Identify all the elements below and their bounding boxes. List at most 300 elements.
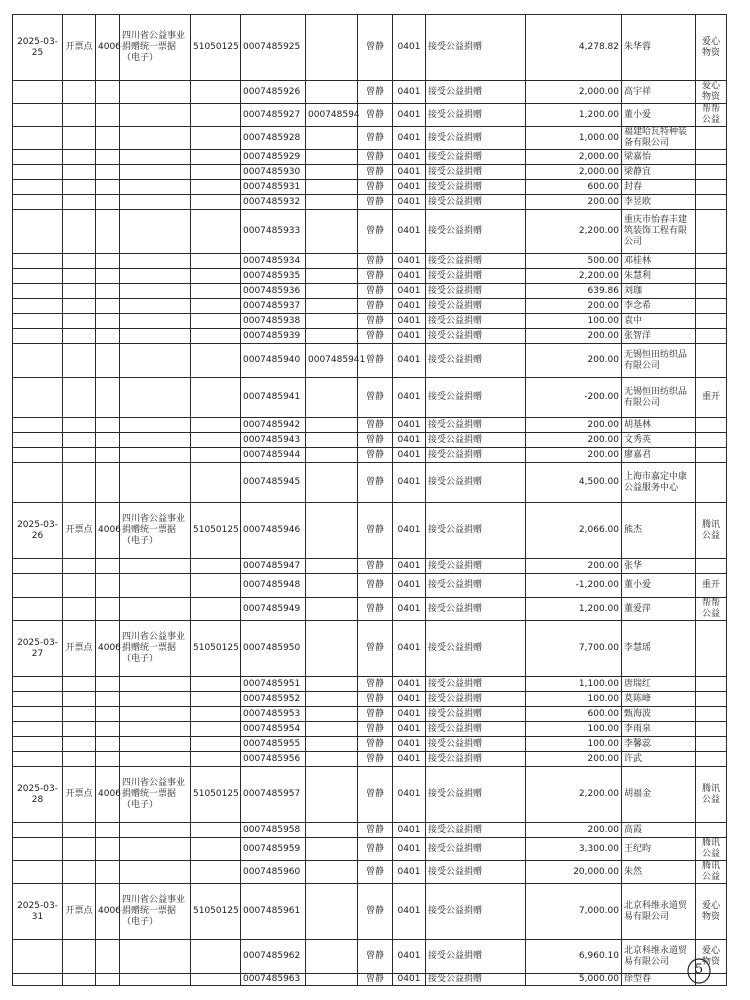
cell-note (696, 677, 727, 692)
cell-handler: 曾静 (358, 433, 393, 448)
cell-handler: 曾静 (358, 559, 393, 574)
table-row (13, 81, 727, 104)
cell-location (63, 299, 96, 314)
table-row (13, 722, 727, 737)
cell-date (13, 210, 63, 254)
cell-code: 4006 (96, 884, 120, 940)
cell-agency-code (191, 737, 241, 752)
cell-handler: 曾静 (358, 15, 393, 81)
cell-note (696, 344, 727, 378)
cell-receipt-no: 0007485933 (241, 210, 306, 254)
cell-location (63, 433, 96, 448)
table-row (13, 823, 727, 838)
cell-project-code: 0401 (393, 861, 426, 884)
cell-date (13, 737, 63, 752)
cell-note: 腾讯公益 (696, 767, 727, 823)
cell-receipt-type (120, 433, 191, 448)
cell-location (63, 823, 96, 838)
cell-project-code: 0401 (393, 180, 426, 195)
cell-handler: 曾静 (358, 503, 393, 559)
cell-receipt-type (120, 269, 191, 284)
cell-ref-no (306, 974, 358, 986)
cell-payer: 文秀英 (622, 433, 696, 448)
cell-amount: 7,000.00 (526, 884, 622, 940)
cell-item: 接受公益捐赠 (426, 463, 526, 503)
cell-payer: 胡福金 (622, 767, 696, 823)
cell-code (96, 418, 120, 433)
cell-agency-code: 51050125 (191, 15, 241, 81)
cell-receipt-no: 0007485952 (241, 692, 306, 707)
cell-item: 接受公益捐赠 (426, 329, 526, 344)
cell-project-code: 0401 (393, 752, 426, 767)
cell-project-code: 0401 (393, 503, 426, 559)
cell-receipt-no: 0007485948 (241, 574, 306, 598)
cell-agency-code (191, 254, 241, 269)
cell-note (696, 284, 727, 299)
cell-receipt-no: 0007485929 (241, 150, 306, 165)
cell-handler: 曾静 (358, 418, 393, 433)
table-row (13, 433, 727, 448)
cell-ref-no (306, 574, 358, 598)
table-row (13, 621, 727, 677)
cell-project-code: 0401 (393, 269, 426, 284)
table-row (13, 752, 727, 767)
cell-amount: 1,100.00 (526, 677, 622, 692)
cell-receipt-no: 0007485943 (241, 433, 306, 448)
cell-receipt-type (120, 598, 191, 621)
cell-payer: 梁嘉怡 (622, 150, 696, 165)
cell-receipt-no: 0007485956 (241, 752, 306, 767)
cell-handler: 曾静 (358, 299, 393, 314)
cell-item: 接受公益捐赠 (426, 974, 526, 986)
table-row (13, 329, 727, 344)
cell-amount: 1,000.00 (526, 127, 622, 150)
cell-date (13, 752, 63, 767)
cell-payer: 重庆市怡春丰建筑装饰工程有限公司 (622, 210, 696, 254)
cell-date (13, 861, 63, 884)
cell-project-code: 0401 (393, 299, 426, 314)
cell-ref-no: 0007485941 (306, 344, 358, 378)
cell-handler: 曾静 (358, 677, 393, 692)
cell-location (63, 254, 96, 269)
cell-agency-code (191, 81, 241, 104)
cell-receipt-type (120, 559, 191, 574)
cell-ref-no (306, 838, 358, 861)
cell-code (96, 180, 120, 195)
cell-code (96, 974, 120, 986)
cell-handler: 曾静 (358, 707, 393, 722)
table-row (13, 463, 727, 503)
cell-location (63, 329, 96, 344)
cell-project-code: 0401 (393, 15, 426, 81)
cell-item: 接受公益捐赠 (426, 707, 526, 722)
cell-location (63, 598, 96, 621)
cell-location (63, 974, 96, 986)
cell-item: 接受公益捐赠 (426, 823, 526, 838)
cell-note: 帮帮公益 (696, 104, 727, 127)
cell-payer: 朱慧利 (622, 269, 696, 284)
cell-receipt-type (120, 299, 191, 314)
cell-item: 接受公益捐赠 (426, 344, 526, 378)
cell-receipt-type (120, 574, 191, 598)
cell-ref-no (306, 210, 358, 254)
cell-code (96, 127, 120, 150)
cell-receipt-no: 0007485954 (241, 722, 306, 737)
cell-code (96, 940, 120, 974)
cell-agency-code (191, 299, 241, 314)
cell-code (96, 269, 120, 284)
cell-payer: 董小爱 (622, 574, 696, 598)
table-row (13, 767, 727, 823)
cell-payer: 董爱萍 (622, 598, 696, 621)
cell-payer: 张华 (622, 559, 696, 574)
cell-location (63, 180, 96, 195)
cell-note: 重开 (696, 574, 727, 598)
table-row (13, 127, 727, 150)
cell-date (13, 707, 63, 722)
cell-item: 接受公益捐赠 (426, 299, 526, 314)
cell-receipt-type (120, 707, 191, 722)
cell-amount: 2,000.00 (526, 81, 622, 104)
cell-amount: 600.00 (526, 707, 622, 722)
cell-item: 接受公益捐赠 (426, 180, 526, 195)
cell-payer: 唐瑞红 (622, 677, 696, 692)
cell-date (13, 378, 63, 418)
cell-note: 重开 (696, 378, 727, 418)
cell-payer: 袁中 (622, 314, 696, 329)
cell-date (13, 150, 63, 165)
cell-receipt-no: 0007485953 (241, 707, 306, 722)
cell-ref-no: 000748594 (306, 104, 358, 127)
cell-ref-no (306, 269, 358, 284)
cell-receipt-type (120, 254, 191, 269)
cell-agency-code: 51050125 (191, 503, 241, 559)
cell-date (13, 838, 63, 861)
cell-agency-code (191, 823, 241, 838)
cell-note: 腾讯公益 (696, 861, 727, 884)
cell-handler: 曾静 (358, 344, 393, 378)
cell-receipt-no: 0007485940 (241, 344, 306, 378)
cell-note (696, 195, 727, 210)
cell-amount: 200.00 (526, 195, 622, 210)
cell-item: 接受公益捐赠 (426, 150, 526, 165)
cell-code (96, 433, 120, 448)
cell-item: 接受公益捐赠 (426, 574, 526, 598)
cell-location (63, 104, 96, 127)
cell-receipt-type: 四川省公益事业捐赠统一票据（电子） (120, 621, 191, 677)
cell-item: 接受公益捐赠 (426, 692, 526, 707)
cell-location (63, 574, 96, 598)
cell-payer: 王纪昀 (622, 838, 696, 861)
table-row (13, 503, 727, 559)
cell-date (13, 195, 63, 210)
cell-handler: 曾静 (358, 767, 393, 823)
cell-ref-no (306, 463, 358, 503)
cell-code (96, 210, 120, 254)
table-row (13, 314, 727, 329)
cell-ref-no (306, 621, 358, 677)
cell-note (696, 737, 727, 752)
cell-receipt-type: 四川省公益事业捐赠统一票据（电子） (120, 15, 191, 81)
cell-ref-no (306, 314, 358, 329)
cell-receipt-no: 0007485927 (241, 104, 306, 127)
cell-amount: 100.00 (526, 737, 622, 752)
table-row (13, 254, 727, 269)
cell-ref-no (306, 299, 358, 314)
cell-agency-code (191, 559, 241, 574)
cell-handler: 曾静 (358, 329, 393, 344)
cell-amount: 20,000.00 (526, 861, 622, 884)
cell-payer: 熊杰 (622, 503, 696, 559)
cell-receipt-type (120, 861, 191, 884)
cell-receipt-no: 0007485959 (241, 838, 306, 861)
cell-code (96, 838, 120, 861)
cell-handler: 曾静 (358, 974, 393, 986)
cell-date (13, 254, 63, 269)
cell-receipt-no: 0007485936 (241, 284, 306, 299)
cell-payer: 李昱欧 (622, 195, 696, 210)
cell-code (96, 559, 120, 574)
donation-ledger-table (12, 14, 727, 986)
cell-item: 接受公益捐赠 (426, 165, 526, 180)
cell-payer: 高宇祥 (622, 81, 696, 104)
cell-handler: 曾静 (358, 884, 393, 940)
cell-payer: 封春 (622, 180, 696, 195)
cell-location (63, 165, 96, 180)
cell-date (13, 940, 63, 974)
cell-note (696, 127, 727, 150)
cell-receipt-type: 四川省公益事业捐赠统一票据（电子） (120, 767, 191, 823)
cell-amount: 1,200.00 (526, 104, 622, 127)
cell-item: 接受公益捐赠 (426, 752, 526, 767)
cell-receipt-no: 0007485951 (241, 677, 306, 692)
cell-item: 接受公益捐赠 (426, 861, 526, 884)
cell-amount: 7,700.00 (526, 621, 622, 677)
cell-code: 4006 (96, 621, 120, 677)
cell-handler: 曾静 (358, 378, 393, 418)
page-number-stamp (686, 958, 712, 984)
cell-handler: 曾静 (358, 314, 393, 329)
cell-ref-no (306, 940, 358, 974)
table-row (13, 150, 727, 165)
cell-item: 接受公益捐赠 (426, 884, 526, 940)
cell-location (63, 448, 96, 463)
cell-agency-code (191, 329, 241, 344)
table-row (13, 692, 727, 707)
cell-code (96, 692, 120, 707)
cell-note: 爱心物资 (696, 940, 727, 974)
cell-receipt-no: 0007485938 (241, 314, 306, 329)
cell-code (96, 722, 120, 737)
cell-note (696, 418, 727, 433)
cell-receipt-type: 四川省公益事业捐赠统一票据（电子） (120, 503, 191, 559)
cell-project-code: 0401 (393, 884, 426, 940)
cell-item: 接受公益捐赠 (426, 838, 526, 861)
cell-receipt-type (120, 677, 191, 692)
cell-project-code: 0401 (393, 254, 426, 269)
cell-receipt-type (120, 180, 191, 195)
cell-handler: 曾静 (358, 752, 393, 767)
cell-location (63, 677, 96, 692)
cell-amount: 2,200.00 (526, 269, 622, 284)
cell-payer: 北京科维永道贸易有限公司 (622, 940, 696, 974)
cell-receipt-type (120, 195, 191, 210)
cell-date (13, 284, 63, 299)
cell-agency-code (191, 692, 241, 707)
cell-amount: 6,960.10 (526, 940, 622, 974)
table-row (13, 344, 727, 378)
cell-payer: 邓桂林 (622, 254, 696, 269)
cell-note (696, 692, 727, 707)
cell-project-code: 0401 (393, 284, 426, 299)
cell-project-code: 0401 (393, 838, 426, 861)
cell-note (696, 269, 727, 284)
cell-ref-no (306, 722, 358, 737)
cell-location (63, 463, 96, 503)
cell-receipt-type (120, 838, 191, 861)
cell-location: 开票点 (63, 884, 96, 940)
cell-agency-code (191, 104, 241, 127)
cell-project-code: 0401 (393, 344, 426, 378)
cell-receipt-type (120, 974, 191, 986)
cell-date (13, 418, 63, 433)
cell-item: 接受公益捐赠 (426, 433, 526, 448)
cell-item: 接受公益捐赠 (426, 254, 526, 269)
cell-location (63, 838, 96, 861)
cell-payer: 高霞 (622, 823, 696, 838)
cell-receipt-no: 0007485947 (241, 559, 306, 574)
cell-ref-no (306, 180, 358, 195)
cell-date (13, 104, 63, 127)
cell-amount: -200.00 (526, 378, 622, 418)
cell-ref-no (306, 767, 358, 823)
cell-payer: 胡基林 (622, 418, 696, 433)
cell-code: 4006 (96, 503, 120, 559)
cell-agency-code (191, 707, 241, 722)
cell-receipt-no: 0007485962 (241, 940, 306, 974)
table-row (13, 15, 727, 81)
cell-ref-no (306, 823, 358, 838)
cell-location (63, 284, 96, 299)
cell-receipt-no: 0007485937 (241, 299, 306, 314)
cell-note (696, 752, 727, 767)
table-row (13, 210, 727, 254)
cell-handler: 曾静 (358, 127, 393, 150)
cell-note (696, 150, 727, 165)
cell-location (63, 418, 96, 433)
table-row (13, 269, 727, 284)
cell-project-code: 0401 (393, 448, 426, 463)
cell-amount: 2,000.00 (526, 165, 622, 180)
cell-code (96, 195, 120, 210)
cell-code (96, 104, 120, 127)
cell-code: 4006 (96, 767, 120, 823)
cell-payer: 许武 (622, 752, 696, 767)
cell-ref-no (306, 677, 358, 692)
cell-project-code: 0401 (393, 81, 426, 104)
cell-item: 接受公益捐赠 (426, 940, 526, 974)
cell-item: 接受公益捐赠 (426, 15, 526, 81)
cell-receipt-no: 0007485963 (241, 974, 306, 986)
cell-project-code: 0401 (393, 707, 426, 722)
cell-project-code: 0401 (393, 823, 426, 838)
cell-ref-no (306, 448, 358, 463)
cell-receipt-no: 0007485946 (241, 503, 306, 559)
cell-agency-code (191, 180, 241, 195)
cell-handler: 曾静 (358, 737, 393, 752)
cell-receipt-no: 0007485957 (241, 767, 306, 823)
cell-code (96, 707, 120, 722)
cell-agency-code (191, 284, 241, 299)
cell-agency-code (191, 210, 241, 254)
cell-date (13, 180, 63, 195)
cell-location: 开票点 (63, 15, 96, 81)
cell-date: 2025-03-25 (13, 15, 63, 81)
cell-amount: 100.00 (526, 722, 622, 737)
cell-project-code: 0401 (393, 150, 426, 165)
cell-amount: 200.00 (526, 448, 622, 463)
cell-receipt-type (120, 418, 191, 433)
table-row (13, 104, 727, 127)
cell-date (13, 559, 63, 574)
cell-handler: 曾静 (358, 180, 393, 195)
cell-receipt-no: 0007485935 (241, 269, 306, 284)
cell-note: 爱心物资 (696, 15, 727, 81)
cell-receipt-no: 0007485960 (241, 861, 306, 884)
cell-ref-no (306, 284, 358, 299)
cell-location (63, 269, 96, 284)
cell-receipt-no: 0007485939 (241, 329, 306, 344)
cell-date (13, 344, 63, 378)
cell-item: 接受公益捐赠 (426, 598, 526, 621)
cell-location (63, 737, 96, 752)
cell-receipt-no: 0007485926 (241, 81, 306, 104)
cell-location: 开票点 (63, 767, 96, 823)
cell-ref-no (306, 559, 358, 574)
cell-payer: 朱然 (622, 861, 696, 884)
table-row (13, 737, 727, 752)
cell-note (696, 314, 727, 329)
cell-ref-no (306, 737, 358, 752)
table-row (13, 180, 727, 195)
cell-note (696, 463, 727, 503)
cell-project-code: 0401 (393, 378, 426, 418)
cell-item: 接受公益捐赠 (426, 559, 526, 574)
cell-receipt-type (120, 378, 191, 418)
cell-item: 接受公益捐赠 (426, 767, 526, 823)
cell-receipt-type (120, 81, 191, 104)
cell-location (63, 559, 96, 574)
table-row (13, 838, 727, 861)
cell-project-code: 0401 (393, 574, 426, 598)
cell-handler: 曾静 (358, 150, 393, 165)
cell-amount: 200.00 (526, 418, 622, 433)
cell-date (13, 314, 63, 329)
cell-receipt-type (120, 104, 191, 127)
cell-item: 接受公益捐赠 (426, 127, 526, 150)
cell-agency-code (191, 463, 241, 503)
cell-project-code: 0401 (393, 433, 426, 448)
cell-ref-no (306, 150, 358, 165)
cell-receipt-no: 0007485950 (241, 621, 306, 677)
table-row (13, 884, 727, 940)
cell-amount: 200.00 (526, 433, 622, 448)
cell-handler: 曾静 (358, 195, 393, 210)
cell-code (96, 463, 120, 503)
cell-code (96, 823, 120, 838)
cell-item: 接受公益捐赠 (426, 314, 526, 329)
cell-amount: 200.00 (526, 559, 622, 574)
